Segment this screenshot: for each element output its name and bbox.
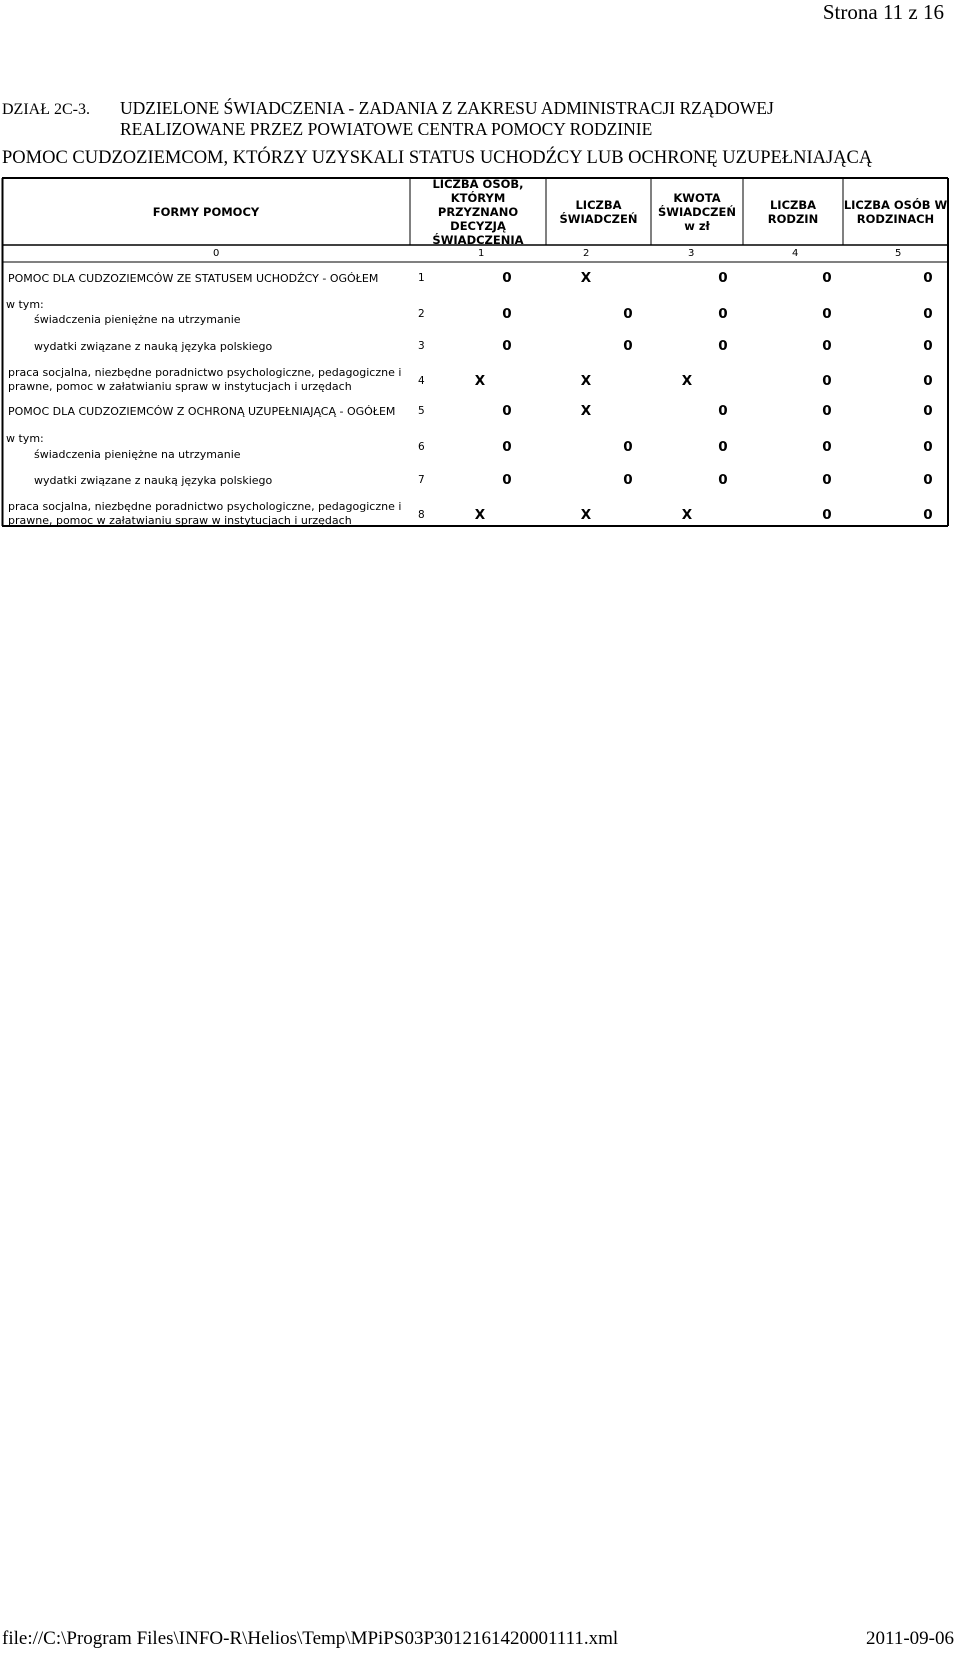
row-value: 0 xyxy=(502,472,512,488)
header-persons-line: KTÓRYM xyxy=(450,190,506,205)
header-persons-line: ŚWIADCZENIA xyxy=(432,232,524,247)
header-persons-line: LICZBA OSÓB, xyxy=(432,176,524,191)
row-number: 5 xyxy=(418,405,425,417)
row-value: 0 xyxy=(822,306,832,322)
row-value: 0 xyxy=(923,472,933,488)
row-value: 0 xyxy=(718,472,728,488)
row-prefix: w tym: xyxy=(6,298,44,311)
row-label xyxy=(8,366,401,393)
section-title-line-2: REALIZOWANE PRZEZ POWIATOWE CENTRA POMOCY RODZINIE xyxy=(120,119,653,139)
row-value: X xyxy=(681,373,693,389)
header-amount-line: KWOTA xyxy=(673,190,721,205)
header-amount-line: w zł xyxy=(684,218,710,233)
row-number: 4 xyxy=(418,375,425,387)
row-number: 2 xyxy=(418,308,425,320)
row-label-line: praca socjalna, niezbędne poradnictwo psychologiczne, pedagogiczne i xyxy=(8,500,402,513)
row-value: 0 xyxy=(822,472,832,488)
row-value: 0 xyxy=(923,306,933,322)
row-value: 0 xyxy=(923,338,933,354)
row-value: 0 xyxy=(502,439,512,455)
row-label-line: prawne, pomoc w załatwianiu spraw w instytucjach i urzędach xyxy=(8,379,352,393)
row-value: 0 xyxy=(923,403,933,419)
header-forms xyxy=(2,178,410,245)
row-value: 0 xyxy=(718,403,728,419)
row-value: 0 xyxy=(923,270,933,286)
row-label: POMOC DLA CUDZOZIEMCÓW Z OCHRONĄ UZUPEŁNIAJĄCĄ - OGÓŁEM xyxy=(8,405,396,418)
row-value: 0 xyxy=(502,403,512,419)
row-value: X xyxy=(580,403,592,419)
section-label: DZIAŁ 2C-3. xyxy=(2,101,90,118)
row-value: X xyxy=(580,270,592,286)
header-families-line: LICZBA RODZIN xyxy=(767,197,819,226)
row-number: 8 xyxy=(418,509,425,521)
page-number: Strona 11 z 16 xyxy=(822,0,944,24)
footer-date: 2011-09-06 xyxy=(866,1628,954,1649)
row-value: 0 xyxy=(822,439,832,455)
row-value: X xyxy=(580,373,592,389)
row-label: POMOC DLA CUDZOZIEMCÓW ZE STATUSEM UCHODŹCY - OGÓŁEM xyxy=(8,272,379,285)
header-family-persons-line: LICZBA OSÓB W xyxy=(843,197,948,212)
row-value: 0 xyxy=(623,338,633,354)
column-number: 2 xyxy=(583,248,590,259)
column-number: 3 xyxy=(688,248,695,259)
header-amount xyxy=(651,178,743,245)
row-number: 7 xyxy=(418,474,425,486)
row-label-line: prawne, pomoc w załatwianiu spraw w instytucjach i urzędach xyxy=(8,513,352,527)
section-title-line-1: UDZIELONE ŚWIADCZENIA - ZADANIA Z ZAKRESU ADMINISTRACJI RZĄDOWEJ xyxy=(120,98,774,118)
row-value: 0 xyxy=(718,306,728,322)
header-forms-label: FORMY POMOCY xyxy=(152,204,260,219)
row-value: X xyxy=(580,507,592,523)
section-subtitle: POMOC CUDZOZIEMCOM, KTÓRZY UZYSKALI STATUS UCHODŹCY LUB OCHRONĘ UZUPEŁNIAJĄCĄ xyxy=(2,148,873,168)
row-label: wydatki związane z nauką języka polskiego xyxy=(34,340,273,353)
row-value: 0 xyxy=(822,270,832,286)
row-value: 0 xyxy=(623,439,633,455)
header-family-persons-line: RODZINACH xyxy=(856,211,935,226)
column-number: 5 xyxy=(895,248,902,259)
row-value: 0 xyxy=(718,439,728,455)
row-value: 0 xyxy=(822,338,832,354)
row-number: 6 xyxy=(418,441,425,453)
row-value: 0 xyxy=(923,439,933,455)
row-value: 0 xyxy=(718,338,728,354)
footer-file-path: file://C:\Program Files\INFO-R\Helios\Temp\MPiPS03P3012161420001111.xml xyxy=(2,1628,619,1649)
column-number: 4 xyxy=(792,248,799,259)
row-label-line: praca socjalna, niezbędne poradnictwo psychologiczne, pedagogiczne i xyxy=(8,366,402,379)
row-value: X xyxy=(474,507,486,523)
row-value: X xyxy=(681,507,693,523)
row-label: świadczenia pieniężne na utrzymanie xyxy=(34,448,241,461)
row-value: 0 xyxy=(718,270,728,286)
header-persons-line: PRZYZNANO xyxy=(437,204,519,219)
header-family-persons xyxy=(843,178,948,245)
row-value: 0 xyxy=(822,373,832,389)
column-number: 1 xyxy=(478,248,485,259)
header-benefits xyxy=(546,178,651,245)
row-value: 0 xyxy=(923,507,933,523)
column-number: 0 xyxy=(213,248,220,259)
header-families xyxy=(743,178,843,245)
row-value: 0 xyxy=(502,338,512,354)
row-value: 0 xyxy=(502,306,512,322)
row-value: 0 xyxy=(502,270,512,286)
row-value: 0 xyxy=(623,306,633,322)
row-number: 1 xyxy=(418,272,425,284)
row-value: 0 xyxy=(923,373,933,389)
header-persons xyxy=(410,178,546,245)
header-persons-line: DECYZJĄ xyxy=(450,218,506,233)
header-benefits-line: LICZBA xyxy=(575,197,622,212)
row-label xyxy=(8,500,401,527)
row-number: 3 xyxy=(418,340,425,352)
row-prefix: w tym: xyxy=(6,432,44,445)
row-value: X xyxy=(474,373,486,389)
header-benefits-line: ŚWIADCZEŃ xyxy=(559,211,638,226)
section-title xyxy=(120,98,774,140)
header-amount-line: ŚWIADCZEŃ xyxy=(658,204,736,219)
row-value: 0 xyxy=(623,472,633,488)
row-value: 0 xyxy=(822,507,832,523)
row-label: świadczenia pieniężne na utrzymanie xyxy=(34,313,241,326)
row-label: wydatki związane z nauką języka polskiego xyxy=(34,474,273,487)
row-value: 0 xyxy=(822,403,832,419)
